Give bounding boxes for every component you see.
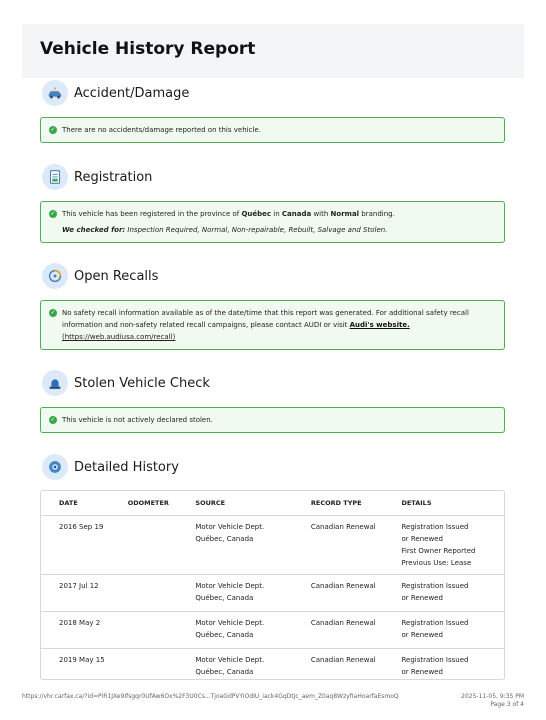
accident-status-alert [40, 117, 505, 143]
registration-province: Québec [241, 210, 272, 218]
check-circle-icon: ✓ [50, 210, 56, 217]
stolen-section-header [42, 369, 210, 397]
recalls-section-title: Open Recalls [74, 268, 159, 284]
table-row [41, 612, 504, 649]
recalls-status-alert [40, 300, 505, 350]
stolen-message: This vehicle is not actively declared stolen. [62, 416, 213, 424]
row-date: 2018 May 2 [59, 619, 101, 627]
table-row [41, 516, 504, 575]
row-details: Registration Issued or Renewed [401, 619, 469, 639]
table-header [41, 491, 504, 516]
footer-meta [461, 693, 524, 709]
row-odometer [128, 580, 196, 606]
stolen-status-alert [40, 407, 505, 433]
row-details: Registration Issued or Renewed First Owner Reported Previous Use: Lease [401, 523, 476, 567]
row-odometer [128, 654, 196, 678]
row-source: Motor Vehicle Dept. Québec, Canada [195, 582, 265, 602]
row-odometer [128, 617, 196, 643]
row-details: Registration Issued or Renewed [401, 656, 469, 676]
car-damage-icon [42, 80, 68, 106]
history-section-title: Detailed History [74, 459, 179, 475]
row-record-type: Canadian Renewal [310, 619, 376, 627]
registration-section-title: Registration [74, 169, 153, 185]
row-date: 2016 Sep 19 [59, 523, 104, 531]
table-row [41, 575, 504, 612]
registration-checked-for: We checked for: Inspection Required, Normal, Non-repairable, Rebuilt, Salvage and Stolen. [62, 226, 388, 234]
police-light-icon [42, 370, 68, 396]
column-header-date: DATE [59, 499, 78, 507]
column-header-details: DETAILS [401, 499, 432, 507]
report-header [22, 24, 524, 78]
registration-branding: Normal [330, 210, 360, 218]
accident-message: There are no accidents/damage reported on this vehicle. [62, 126, 261, 134]
row-details: Registration Issued or Renewed [401, 582, 469, 602]
row-odometer [128, 521, 196, 569]
recalls-section-header [42, 262, 158, 290]
accident-section-title: Accident/Damage [74, 85, 190, 101]
row-date: 2019 May 15 [59, 656, 105, 664]
audi-recall-url[interactable]: (https://web.audiusa.com/recall) [62, 333, 176, 341]
table-row [41, 649, 504, 680]
row-record-type: Canadian Renewal [310, 656, 376, 664]
registration-status-alert [40, 201, 505, 243]
row-record-type: Canadian Renewal [310, 582, 376, 590]
report-title: Vehicle History Report [40, 39, 256, 59]
history-section-header [42, 453, 179, 481]
stolen-section-title: Stolen Vehicle Check [74, 375, 210, 391]
registration-message: This vehicle has been registered in the province of Québec in Canada with Normal branding. [62, 210, 395, 218]
accident-section-header [42, 79, 189, 107]
row-source: Motor Vehicle Dept. Québec, Canada [195, 619, 265, 639]
registration-section-header [42, 163, 152, 191]
history-icon [42, 454, 68, 480]
footer-datetime: 2025-11-05, 9:35 PM [461, 693, 524, 700]
column-header-record-type: RECORD TYPE [310, 499, 362, 507]
row-source: Motor Vehicle Dept. Québec, Canada [195, 523, 265, 543]
column-header-source: SOURCE [195, 499, 226, 507]
check-circle-icon: ✓ [50, 309, 56, 316]
check-circle-icon: ✓ [50, 416, 56, 423]
audi-website-link[interactable]: Audi's website. [349, 321, 410, 329]
recall-icon [42, 263, 68, 289]
footer-url: https://vhr.carfax.ca/?id=PiR1JXe9Ifsgqr0UfAw6Ox%2F3U0Cs...TjoaGdPVYiOdIU_iack4GqDtJc_aem_Z0aq8WzyfIaHoarfaEsmoQ [22, 693, 399, 700]
column-header-odometer: ODOMETER [127, 499, 169, 507]
registration-country: Canada [281, 210, 312, 218]
recalls-message: No safety recall information available as of the date/time that this report was generated. For additional safety recall information and non-safety related recall campaigns, please contact AUDI or visit Audi's website. (https://web.audiusa.com/recall) [62, 309, 469, 341]
check-circle-icon: ✓ [50, 126, 56, 133]
row-date: 2017 Jul 12 [59, 582, 99, 590]
row-source: Motor Vehicle Dept. Québec, Canada [195, 656, 265, 676]
row-record-type: Canadian Renewal [310, 523, 376, 531]
detailed-history-table [40, 490, 505, 680]
registration-document-icon [42, 164, 68, 190]
footer-page-number: Page 3 of 4 [490, 701, 524, 708]
